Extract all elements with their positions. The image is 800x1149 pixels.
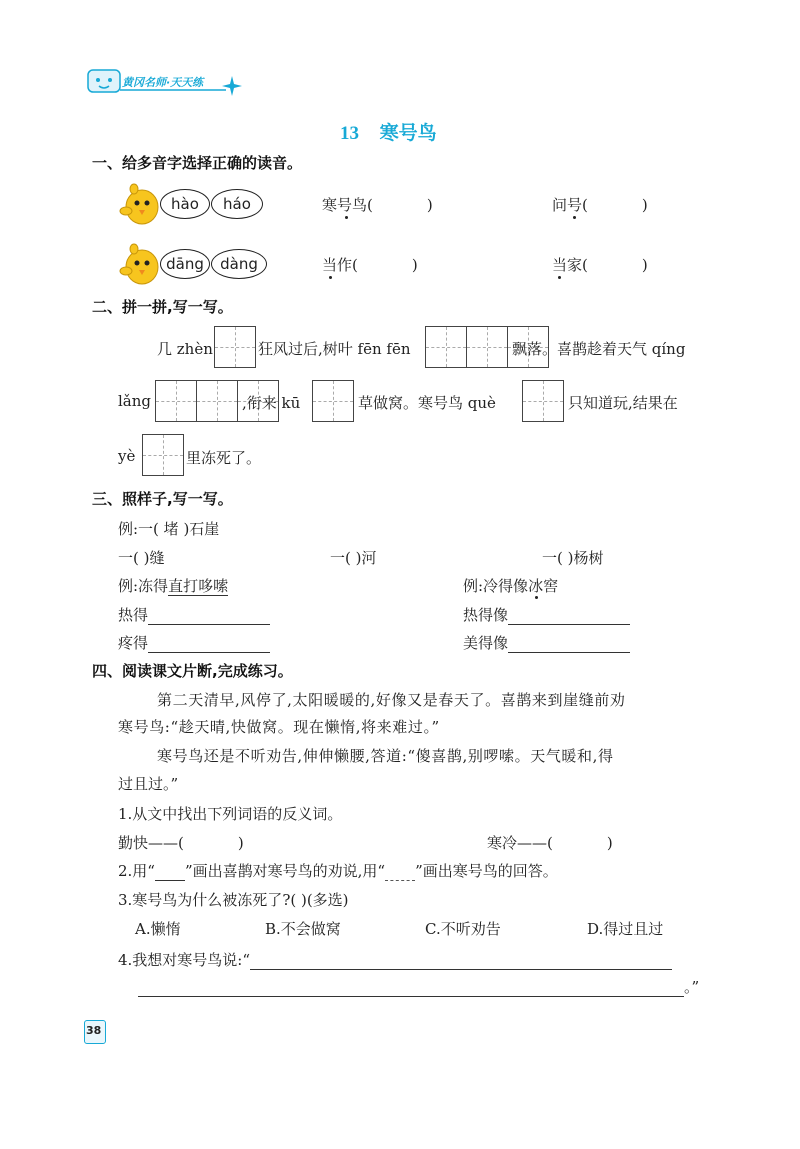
section-2-heading: 二、拼一拼,写一写。 (92, 298, 233, 316)
option-d[interactable]: D.得过且过 (587, 920, 664, 938)
option-a[interactable]: A.懒惰 (135, 920, 181, 938)
s3-write-2[interactable]: 热得像 (463, 604, 630, 625)
wavy-line-sample (385, 866, 415, 881)
star-icon (222, 76, 242, 96)
s2-line1-b: 狂风过后,树叶 fēn fēn (258, 340, 411, 358)
s3-example-2a: 例:冻得直打哆嗦 (118, 577, 229, 595)
word-dangzuo: 当作( ) (322, 256, 418, 274)
pinyin-option-dang4[interactable]: dàng (211, 249, 267, 279)
s3-write-3[interactable]: 疼得 (118, 632, 270, 653)
section-3-heading: 三、照样子,写一写。 (92, 490, 233, 508)
question-3: 3.寒号鸟为什么被冻死了?( )(多选) (118, 891, 349, 909)
section-1-heading: 一、给多音字选择正确的读音。 (92, 154, 303, 172)
pinyin-option-dang1[interactable]: dāng (160, 249, 210, 279)
q1-antonym-b[interactable]: 寒冷——( ) (487, 834, 613, 852)
writing-box-que[interactable] (522, 380, 564, 422)
emphasis-dot (573, 216, 576, 219)
s2-line3-a: yè (118, 447, 136, 465)
s2-line2-c: 草做窝。寒号鸟 què (358, 394, 496, 412)
s2-line1-c: 飘落。喜鹊趁着天气 qíng (512, 340, 686, 358)
question-2: 2.用“ ”画出喜鹊对寒号鸟的劝说,用“ ”画出寒号鸟的回答。 (118, 862, 558, 880)
emphasis-dot (345, 216, 348, 219)
s2-line2-d: 只知道玩,结果在 (568, 394, 678, 412)
straight-line-sample (155, 864, 185, 881)
page-number: 38 (86, 1024, 102, 1037)
s3-item-3[interactable]: 一( )杨树 (542, 549, 604, 567)
section-4-heading: 四、阅读课文片断,完成练习。 (92, 662, 293, 680)
pinyin-option-hao2[interactable]: háo (211, 189, 263, 219)
emphasis-dot (535, 596, 538, 599)
emphasis-dot (329, 276, 332, 279)
s3-write-4[interactable]: 美得像 (463, 632, 630, 653)
brand-title: 黄冈名师·天天练 (122, 76, 204, 89)
s2-line2-b: ,衔来 kū (242, 394, 301, 412)
chick-icon (118, 183, 164, 229)
s2-line1-a: 几 zhèn (157, 340, 213, 358)
emphasis-dot (558, 276, 561, 279)
word-dangjia: 当家( ) (552, 256, 648, 274)
s3-item-2[interactable]: 一( )河 (330, 549, 377, 567)
q1-antonym-a[interactable]: 勤快——( ) (118, 834, 244, 852)
option-b[interactable]: B.不会做窝 (265, 920, 341, 938)
pinyin-option-hao4[interactable]: hào (160, 189, 210, 219)
lesson-number: 13 (340, 123, 359, 144)
passage-line-4: 过且过。” (118, 775, 179, 793)
question-4[interactable]: 4.我想对寒号鸟说:“ (118, 949, 672, 970)
s3-example-1: 例:一( 堵 )石崖 (118, 520, 220, 538)
writing-box-zhen[interactable] (214, 326, 256, 368)
s3-example-2b: 例:冷得像冰窖 (463, 577, 559, 595)
word-wenhao: 问号( ) (552, 196, 648, 214)
s2-line3-b: 里冻死了。 (186, 449, 262, 467)
lesson-name: 寒号鸟 (379, 122, 437, 144)
q4-answer-line-2[interactable]: 。” (138, 976, 699, 997)
passage-line-2: 寒号鸟:“趁天晴,快做窝。现在懒惰,将来难过。” (118, 718, 440, 736)
option-c[interactable]: C.不听劝告 (425, 920, 501, 938)
header-banner (86, 66, 246, 96)
chick-icon (118, 243, 164, 289)
passage-line-1: 第二天清早,风停了,太阳暖暖的,好像又是春天了。喜鹊来到崖缝前劝 (157, 691, 626, 709)
question-1: 1.从文中找出下列词语的反义词。 (118, 805, 343, 823)
word-hanhaoniao: 寒号鸟( ) (322, 196, 433, 214)
lesson-title (340, 118, 437, 145)
writing-box-ku[interactable] (312, 380, 354, 422)
s3-item-1[interactable]: 一( )缝 (118, 549, 165, 567)
passage-line-3: 寒号鸟还是不听劝告,伸伸懒腰,答道:“傻喜鹊,别啰嗦。天气暖和,得 (157, 747, 614, 765)
writing-box-ye[interactable] (142, 434, 184, 476)
s3-write-1[interactable]: 热得 (118, 604, 270, 625)
s2-line2-a: lǎng (118, 392, 152, 410)
